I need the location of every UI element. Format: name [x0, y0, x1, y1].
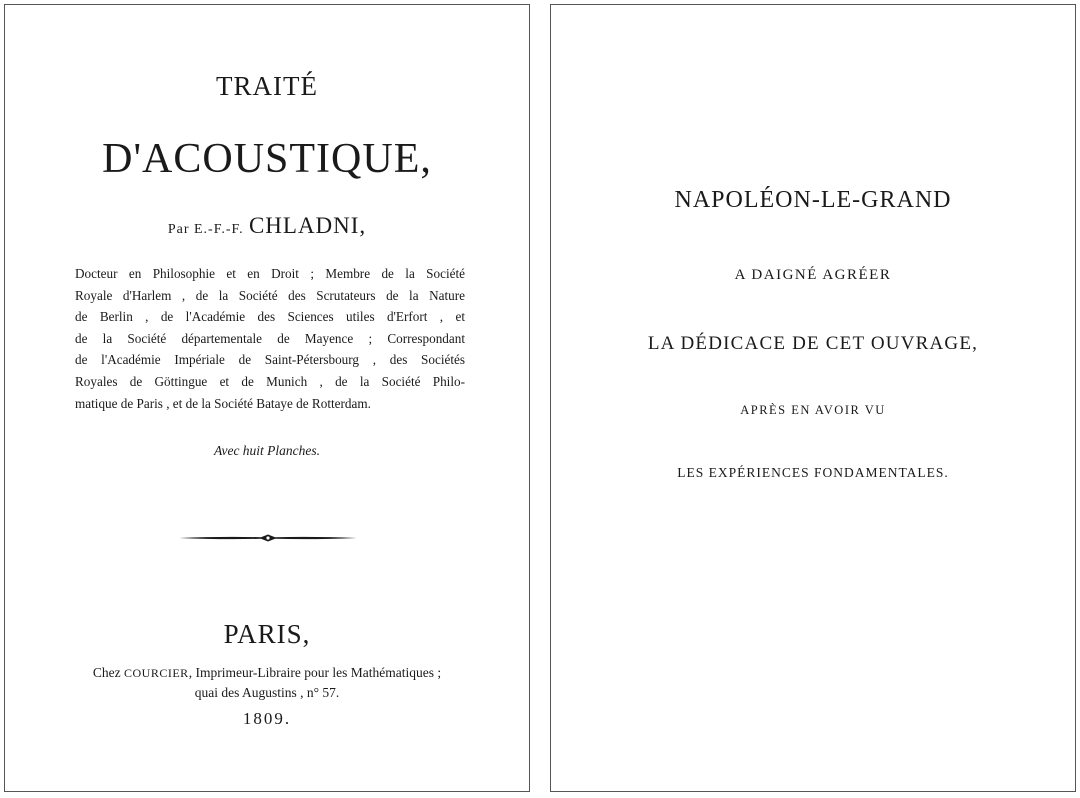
title-line-2: D'ACOUSTIQUE,: [102, 136, 432, 182]
author-line: [5, 213, 529, 239]
imprint-city: PARIS,: [223, 619, 311, 649]
imprint-rest: , Imprimeur-Libraire pour les Mathématiques ;: [188, 665, 442, 680]
credentials-line: matique de Paris , et de la Société Bataye de Rotterdam.: [75, 395, 371, 411]
credentials-line: de la Société départementale de Mayence ; Correspondant: [75, 330, 465, 346]
plates-note: Avec huit Planches.: [213, 443, 321, 458]
dedication-line-3: LA DÉDICACE DE CET OUVRAGE,: [647, 333, 979, 354]
title-page: [4, 4, 530, 792]
author-name: CHLADNI,: [248, 213, 367, 238]
author-prefix: Par E.-F.-F.: [167, 222, 244, 237]
imprint-prefix: Chez: [92, 665, 121, 680]
credentials-line: Docteur en Philosophie et en Droit ; Membre de la Société: [75, 266, 465, 281]
imprint-line-1: [5, 665, 529, 681]
imprint-publisher: COURCIER: [124, 666, 189, 680]
dedication-page: [550, 4, 1076, 792]
author-credentials: [75, 263, 465, 414]
dedication-line-5: LES EXPÉRIENCES FONDAMENTALES.: [677, 465, 949, 480]
imprint-year: 1809.: [242, 709, 292, 728]
dedication-line-1: NAPOLÉON-LE-GRAND: [674, 187, 952, 213]
title-line-1: TRAITÉ: [216, 71, 318, 101]
credentials-line: Royale d'Harlem , de la Société des Scrutateurs de la Nature: [75, 287, 465, 303]
imprint-line-2: quai des Augustins , n° 57.: [194, 685, 340, 700]
dedication-line-2: A DAIGNÉ AGRÉER: [734, 267, 892, 283]
dedication-line-4: APRÈS EN AVOIR VU: [740, 403, 886, 417]
credentials-line: de Berlin , de l'Académie des Sciences utiles d'Erfort , et: [75, 309, 465, 325]
credentials-line: Royales de Göttingue et de Munich , de la Société Philo-: [75, 373, 465, 389]
ornament-rule-icon: [177, 532, 359, 544]
credentials-line: de l'Académie Impériale de Saint-Pétersbourg , des Sociétés: [75, 352, 465, 368]
